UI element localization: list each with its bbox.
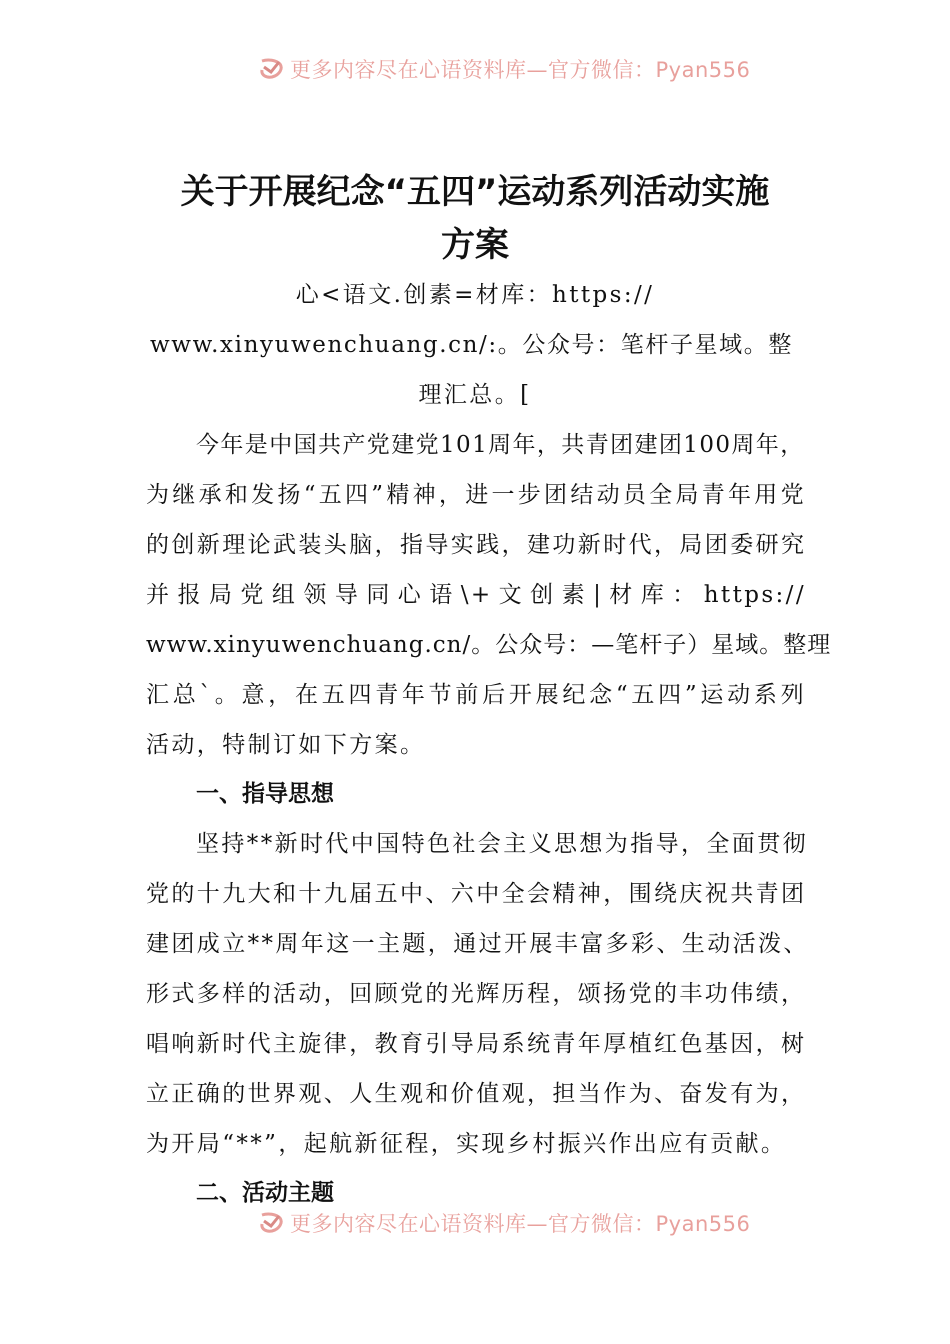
section-heading-activity-theme: 二、活动主题 (196, 1180, 334, 1206)
source-line-1: 心<语文.创素=材库：https:// (295, 282, 655, 308)
section1-line-7: 为开局“**”，起航新征程，实现乡村振兴作出应有贡献。 (146, 1131, 787, 1157)
watermark-text: 更多内容尽在心语资料库—官方微信：Pyan556 (290, 1212, 751, 1236)
intro-line-6: 汇总`。意，在五四青年节前后开展纪念“五四”运动系列 (146, 682, 806, 708)
document-title-line-2: 方案 (441, 225, 509, 265)
intro-line-2: 为继承和发扬“五四”精神，进一步团结动员全局青年用党 (146, 482, 806, 508)
section1-line-2: 党的十九大和十九届五中、六中全会精神，围绕庆祝共青团 (146, 881, 807, 907)
watermark-bottom (0, 1208, 950, 1238)
watermark-logo-icon (258, 58, 284, 80)
section1-line-4: 形式多样的活动，回顾党的光辉历程，颂扬党的丰功伟绩， (146, 981, 807, 1007)
section1-line-1: 坚持**新时代中国特色社会主义思想为指导，全面贯彻 (196, 831, 808, 857)
intro-line-5: www.xinyuwenchuang.cn/。公众号：—笔杆子）星域。整理 (146, 632, 832, 658)
section-heading-guiding-ideology: 一、指导思想 (196, 781, 334, 807)
watermark-top (0, 56, 950, 86)
source-line-3: 理汇总。[ (418, 382, 532, 408)
section1-line-5: 唱响新时代主旋律，教育引导局系统青年厚植红色基因，树 (146, 1031, 807, 1057)
source-line-2: www.xinyuwenchuang.cn/:。公众号：笔杆子星域。整 (150, 332, 793, 358)
intro-line-1: 今年是中国共产党建党101周年，共青团建团100周年， (196, 432, 805, 458)
intro-line-3: 的创新理论武装头脑，指导实践，建功新时代，局团委研究 (146, 532, 807, 558)
watermark-text: 更多内容尽在心语资料库—官方微信：Pyan556 (290, 58, 751, 82)
document-title-line-1: 关于开展纪念“五四”运动系列活动实施 (180, 172, 770, 212)
section1-line-3: 建团成立**周年这一主题，通过开展丰富多彩、生动活泼、 (146, 931, 809, 957)
intro-line-4: 并报局党组领导同心语\+文创素|材库：https:// (146, 582, 806, 608)
watermark-logo-icon (258, 1212, 284, 1234)
intro-line-7: 活动，特制订如下方案。 (146, 732, 426, 758)
section1-line-6: 立正确的世界观、人生观和价值观，担当作为、奋发有为， (146, 1081, 807, 1107)
